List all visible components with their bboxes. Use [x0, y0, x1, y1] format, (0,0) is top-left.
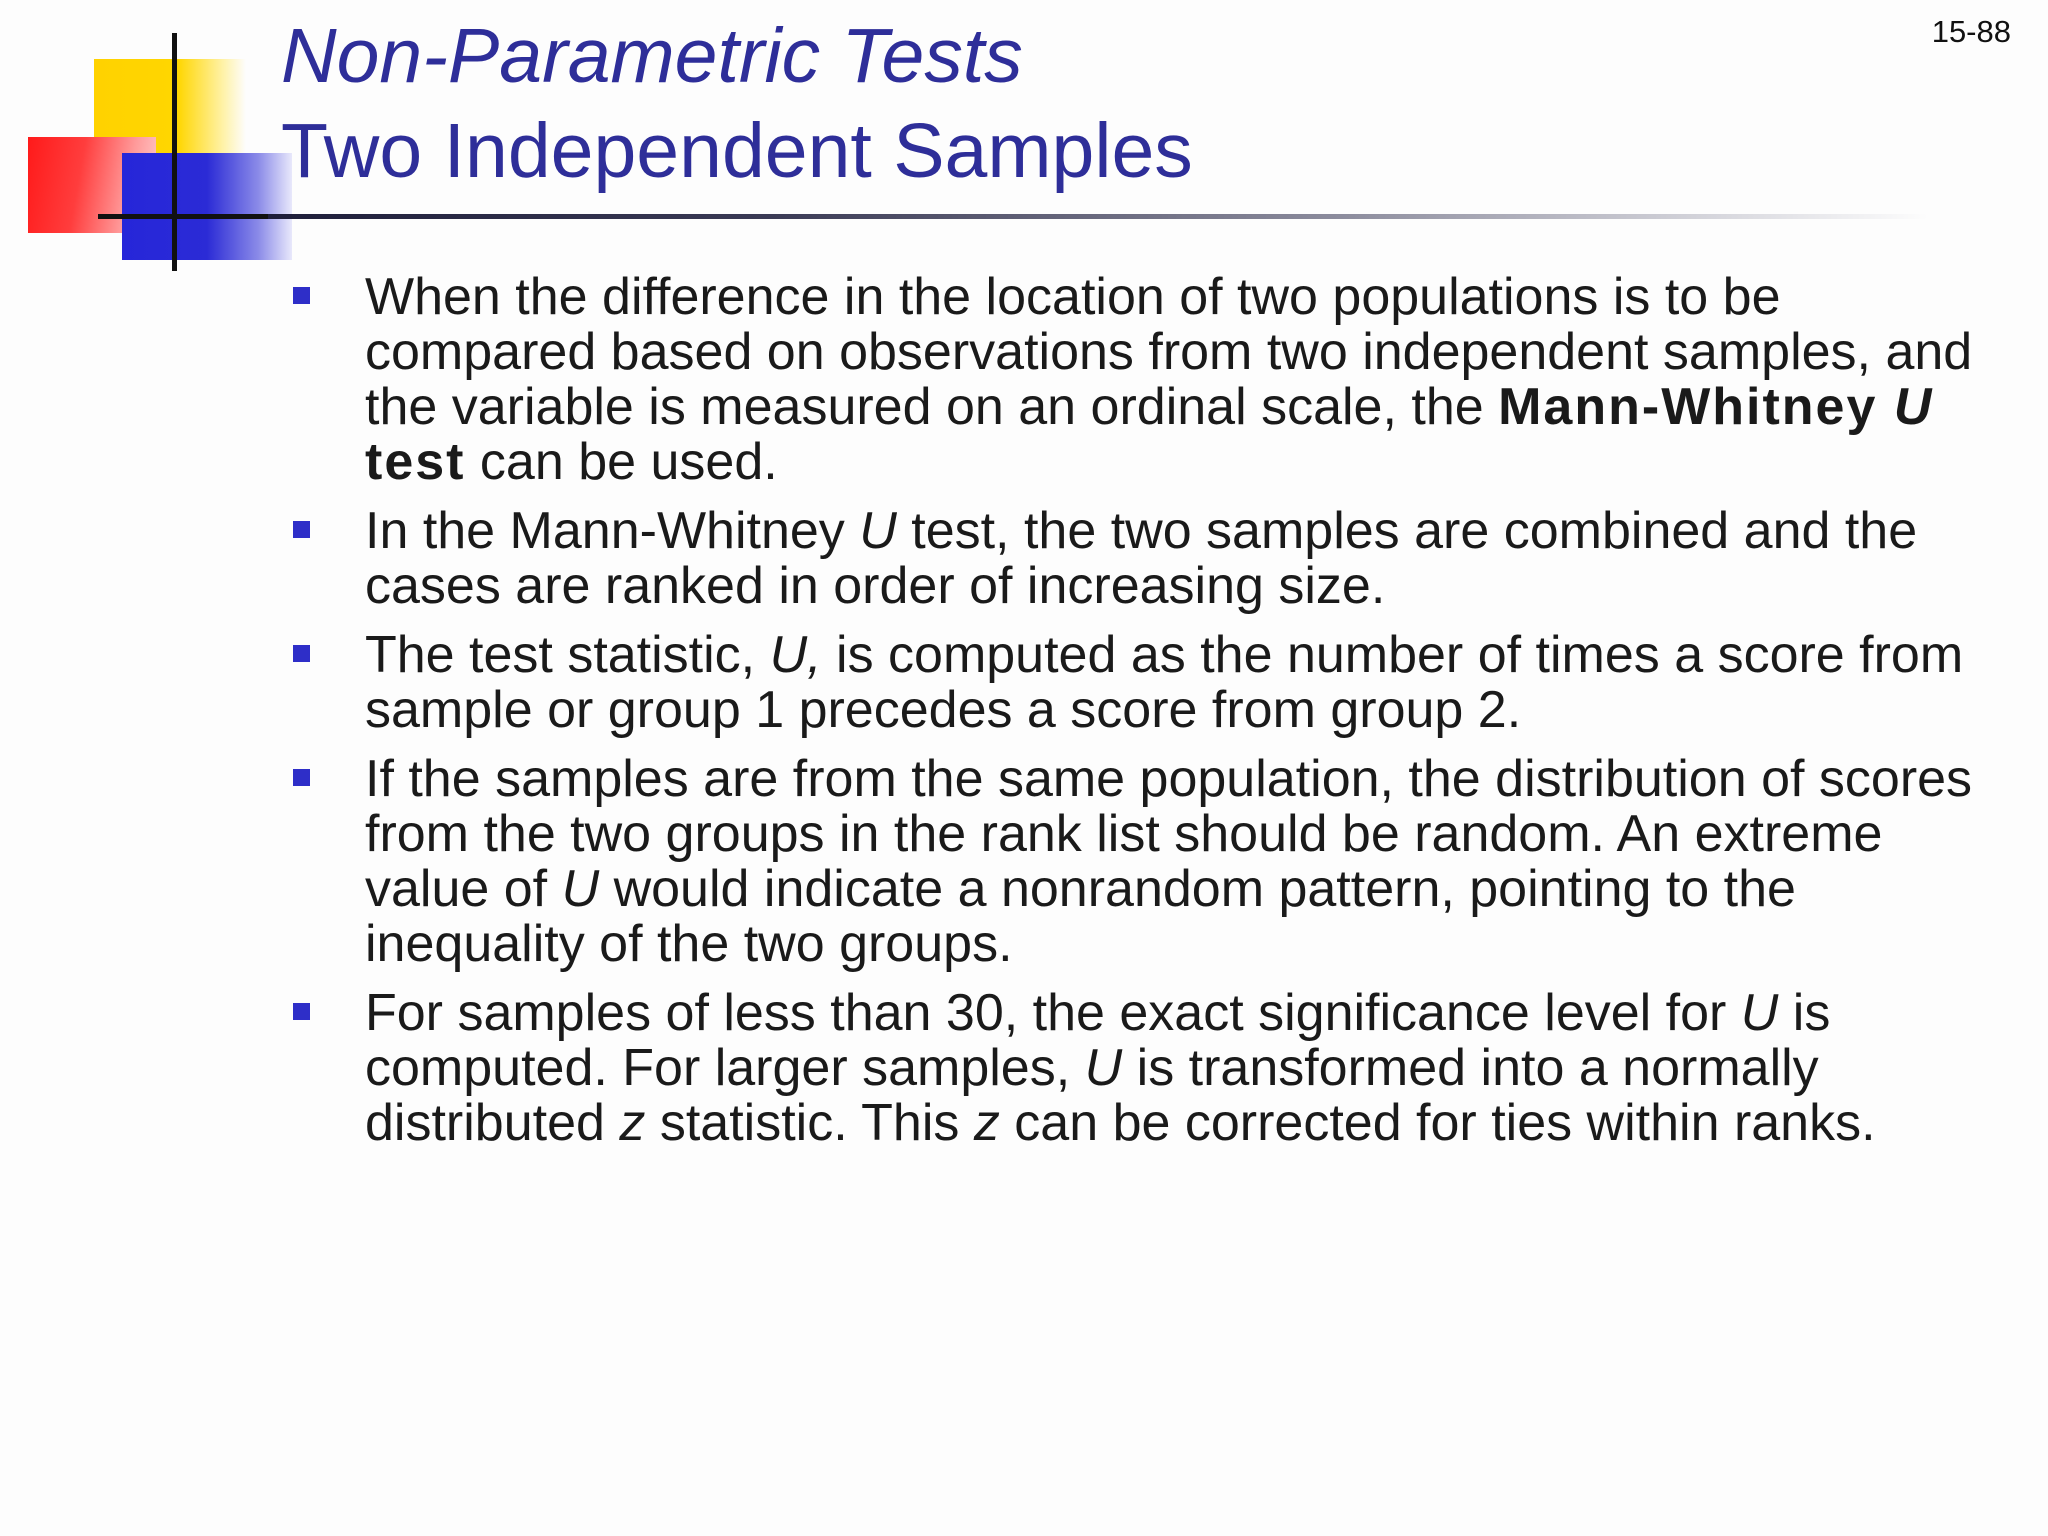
bullet-variable: U: [1740, 984, 1779, 1042]
slide-number: 15-88: [1931, 14, 2011, 49]
title-divider: [268, 214, 1928, 219]
bullet-item: [282, 270, 2012, 490]
bullet-text: is transformed into a normally distributed: [365, 1039, 1819, 1152]
bullet-text: For samples of less than 30, the exact significance level for: [365, 984, 1741, 1042]
bullet-text: If the samples are from the same population, the distribution of scores from the two groups in the rank list should be random. An extreme value of: [365, 750, 1973, 918]
bullet-item: [282, 752, 2012, 972]
logo-blue-square: [122, 153, 292, 260]
bullet-item: [282, 504, 2012, 614]
bullet-variable: U: [1084, 1039, 1123, 1097]
bullet-list: [282, 270, 2012, 1165]
bullet-variable: U: [859, 502, 897, 560]
bullet-text: test, the two samples are combined and the cases are ranked in order of increasing size.: [365, 502, 1918, 615]
square-bullet-icon: [293, 287, 310, 304]
bullet-variable: z: [973, 1094, 1000, 1152]
bullet-item: [282, 628, 2012, 738]
bullet-text: is computed as the number of times a score from sample or group 1 precedes a score from group 2.: [365, 626, 1964, 739]
bullet-text: can be used.: [465, 433, 778, 491]
bullet-text: statistic. This: [645, 1094, 974, 1152]
bullet-variable: U,: [769, 626, 822, 684]
bullet-text: is computed. For larger samples,: [365, 984, 1831, 1097]
slide-subtitle: Two Independent Samples: [281, 108, 1193, 194]
bullet-text: would indicate a nonrandom pattern, pointing to the inequality of the two groups.: [365, 860, 1796, 973]
bullet-variable: z: [619, 1094, 646, 1152]
bullet-term-variable: U: [1893, 378, 1934, 436]
slide-title: Non-Parametric Tests: [281, 13, 1023, 99]
bullet-term-bold: Mann-Whitney: [1498, 378, 1894, 436]
square-bullet-icon: [293, 1003, 310, 1020]
bullet-text: In the Mann-Whitney: [365, 502, 860, 560]
bullet-text: The test statistic,: [365, 626, 770, 684]
square-bullet-icon: [293, 769, 310, 786]
square-bullet-icon: [293, 521, 310, 538]
bullet-text: When the difference in the location of two populations is to be compared based on observations from two independent samples, and the variable is measured on an ordinal scale, the: [365, 268, 1973, 436]
decorative-logo: [0, 0, 300, 290]
bullet-item: [282, 986, 2012, 1151]
bullet-text: can be corrected for ties within ranks.: [999, 1094, 1876, 1152]
logo-vertical-line: [172, 33, 177, 271]
bullet-variable: U: [561, 860, 600, 918]
square-bullet-icon: [293, 645, 310, 662]
bullet-term-bold: test: [365, 433, 466, 491]
